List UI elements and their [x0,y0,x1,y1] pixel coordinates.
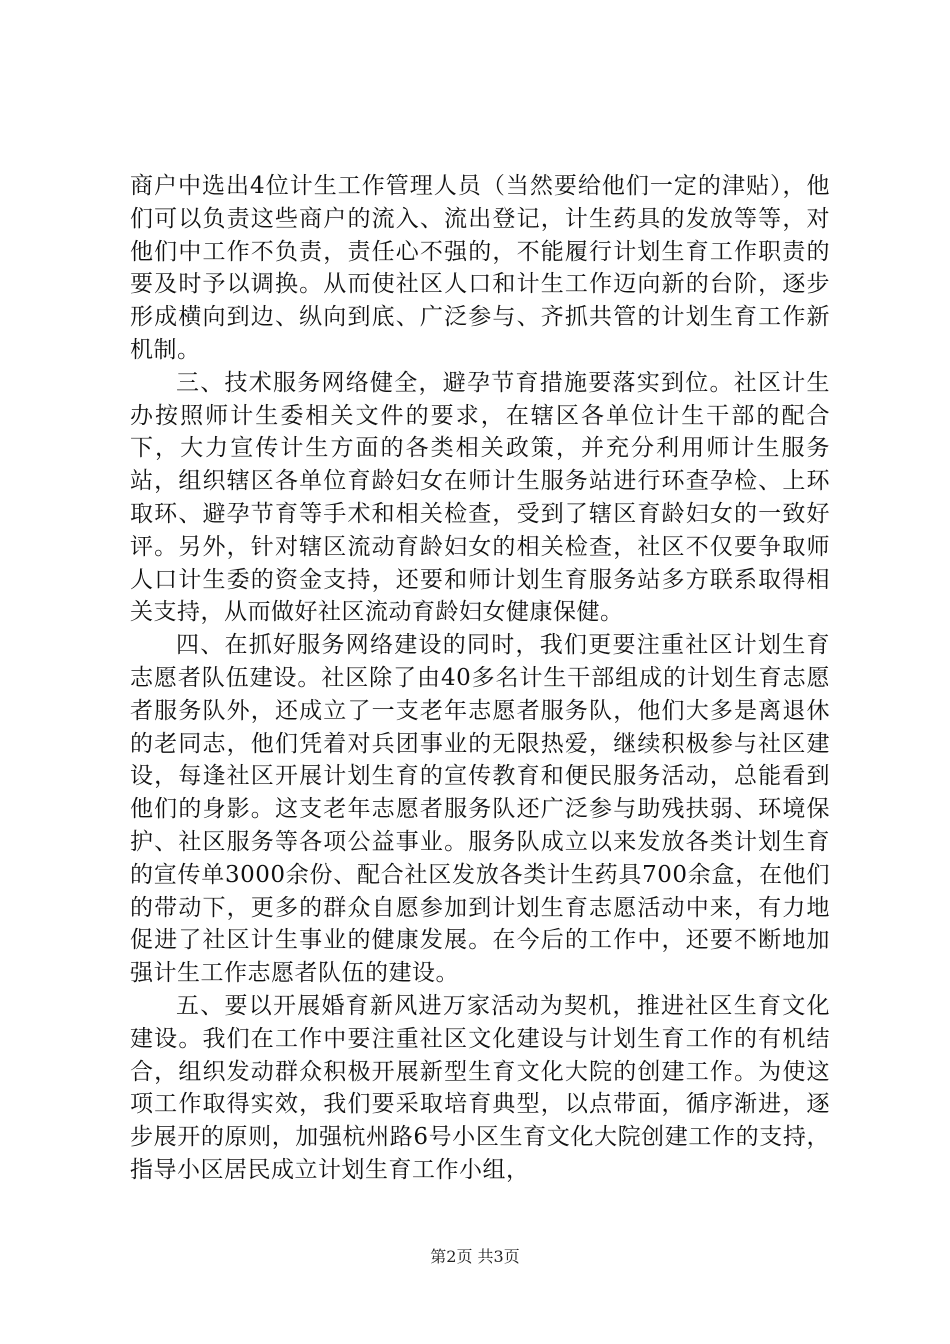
paragraph-3: 四、在抓好服务网络建设的同时，我们更要注重社区计划生育志愿者队伍建设。社区除了由40多名计生干部组成的计划生育志愿者服务队外，还成立了一支老年志愿者服务队，他们大多是离退休的老同志，他们凭着对兵团事业的无限热爱，继续积极参与社区建设，每逢社区开展计划生育的宣传教育和便民服务活动，总能看到他们的身影。这支老年志愿者服务队还广泛参与助残扶弱、环境保护、社区服务等各项公益事业。服务队成立以来发放各类计划生育的宣传单3000余份、配合社区发放各类计生药具700余盒，在他们的带动下，更多的群众自愿参加到计划生育志愿活动中来，有力地促进了社区计生事业的健康发展。在今后的工作中，还要不断地加强计生工作志愿者队伍的建设。 [130,632,830,987]
document-body [130,170,830,1187]
paragraph-2: 三、技术服务网络健全，避孕节育措施要落实到位。社区计生办按照师计生委相关文件的要求，在辖区各单位计生干部的配合下，大力宣传计生方面的各类相关政策，并充分利用师计生服务站，组织辖区各单位育龄妇女在师计生服务站进行环查孕检、上环取环、避孕节育等手术和相关检查，受到了辖区育龄妇女的一致好评。另外，针对辖区流动育龄妇女的相关检查，社区不仅要争取师人口计生委的资金支持，还要和师计划生育服务站多方联系取得相关支持，从而做好社区流动育龄妇女健康保健。 [130,369,830,626]
paragraph-1: 商户中选出4位计生工作管理人员（当然要给他们一定的津贴），他们可以负责这些商户的流入、流出登记，计生药具的发放等等，对他们中工作不负责，责任心不强的，不能履行计划生育工作职责的要及时予以调换。从而使社区人口和计生工作迈向新的台阶，逐步形成横向到边、纵向到底、广泛参与、齐抓共管的计划生育工作新机制。 [130,173,830,363]
page-number-footer: 第2页 共3页 [430,1247,520,1266]
paragraph-4: 五、要以开展婚育新风进万家活动为契机，推进社区生育文化建设。我们在工作中要注重社区文化建设与计划生育工作的有机结合，组织发动群众积极开展新型生育文化大院的创建工作。为使这项工作取得实效，我们要采取培育典型，以点带面，循序渐进，逐步展开的原则，加强杭州路6号小区生育文化大院创建工作的支持，指导小区居民成立计划生育工作小组， [130,992,830,1183]
